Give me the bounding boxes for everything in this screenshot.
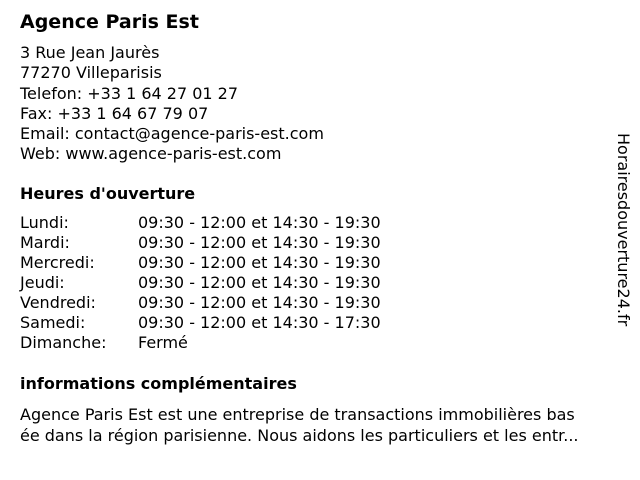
watermark-text: Horairesdouverture24.fr: [614, 133, 633, 327]
email-address: Email: contact@agence-paris-est.com: [20, 124, 324, 144]
hours-row-jeudi: [20, 273, 440, 293]
description-line: Agence Paris Est est une entreprise de transactions immobilières bas: [20, 405, 575, 424]
additional-info-heading: informations complémentaires: [20, 374, 297, 393]
agency-description: [20, 404, 632, 446]
hours-value: 09:30 - 12:00 et 14:30 - 19:30: [138, 253, 381, 272]
day-label: Mardi:: [20, 233, 70, 252]
address-city: 77270 Villeparisis: [20, 63, 162, 83]
hours-row-samedi: [20, 313, 440, 333]
address-street: 3 Rue Jean Jaurès: [20, 43, 160, 62]
fax-number: Fax: +33 1 64 67 79 07: [20, 103, 209, 123]
hours-value: 09:30 - 12:00 et 14:30 - 19:30: [138, 273, 381, 292]
opening-hours-table: [20, 213, 440, 353]
phone-number: Telefon: +33 1 64 27 01 27: [20, 83, 239, 103]
day-label: Mercredi:: [20, 253, 95, 272]
hours-row-lundi: [20, 213, 440, 233]
hours-row-vendredi: [20, 293, 440, 313]
hours-value: 09:30 - 12:00 et 14:30 - 19:30: [138, 213, 381, 232]
hours-value: 09:30 - 12:00 et 14:30 - 17:30: [138, 313, 381, 332]
site-watermark: [613, 133, 633, 363]
agency-title: Agence Paris Est: [20, 11, 199, 33]
day-label: Samedi:: [20, 313, 86, 332]
description-line: ée dans la région parisienne. Nous aidons les particuliers et les entr...: [20, 426, 579, 445]
hours-value: 09:30 - 12:00 et 14:30 - 19:30: [138, 233, 381, 252]
day-label: Lundi:: [20, 213, 69, 232]
hours-row-dimanche: [20, 333, 440, 353]
hours-value: Fermé: [138, 333, 188, 352]
hours-row-mercredi: [20, 253, 440, 273]
contact-block: [20, 43, 324, 165]
day-label: Vendredi:: [20, 293, 96, 312]
opening-hours-heading: Heures d'ouverture: [20, 184, 196, 203]
hours-row-mardi: [20, 233, 440, 253]
day-label: Dimanche:: [20, 333, 107, 352]
day-label: Jeudi:: [20, 273, 65, 292]
hours-value: 09:30 - 12:00 et 14:30 - 19:30: [138, 293, 381, 312]
website: Web: www.agence-paris-est.com: [20, 144, 282, 164]
